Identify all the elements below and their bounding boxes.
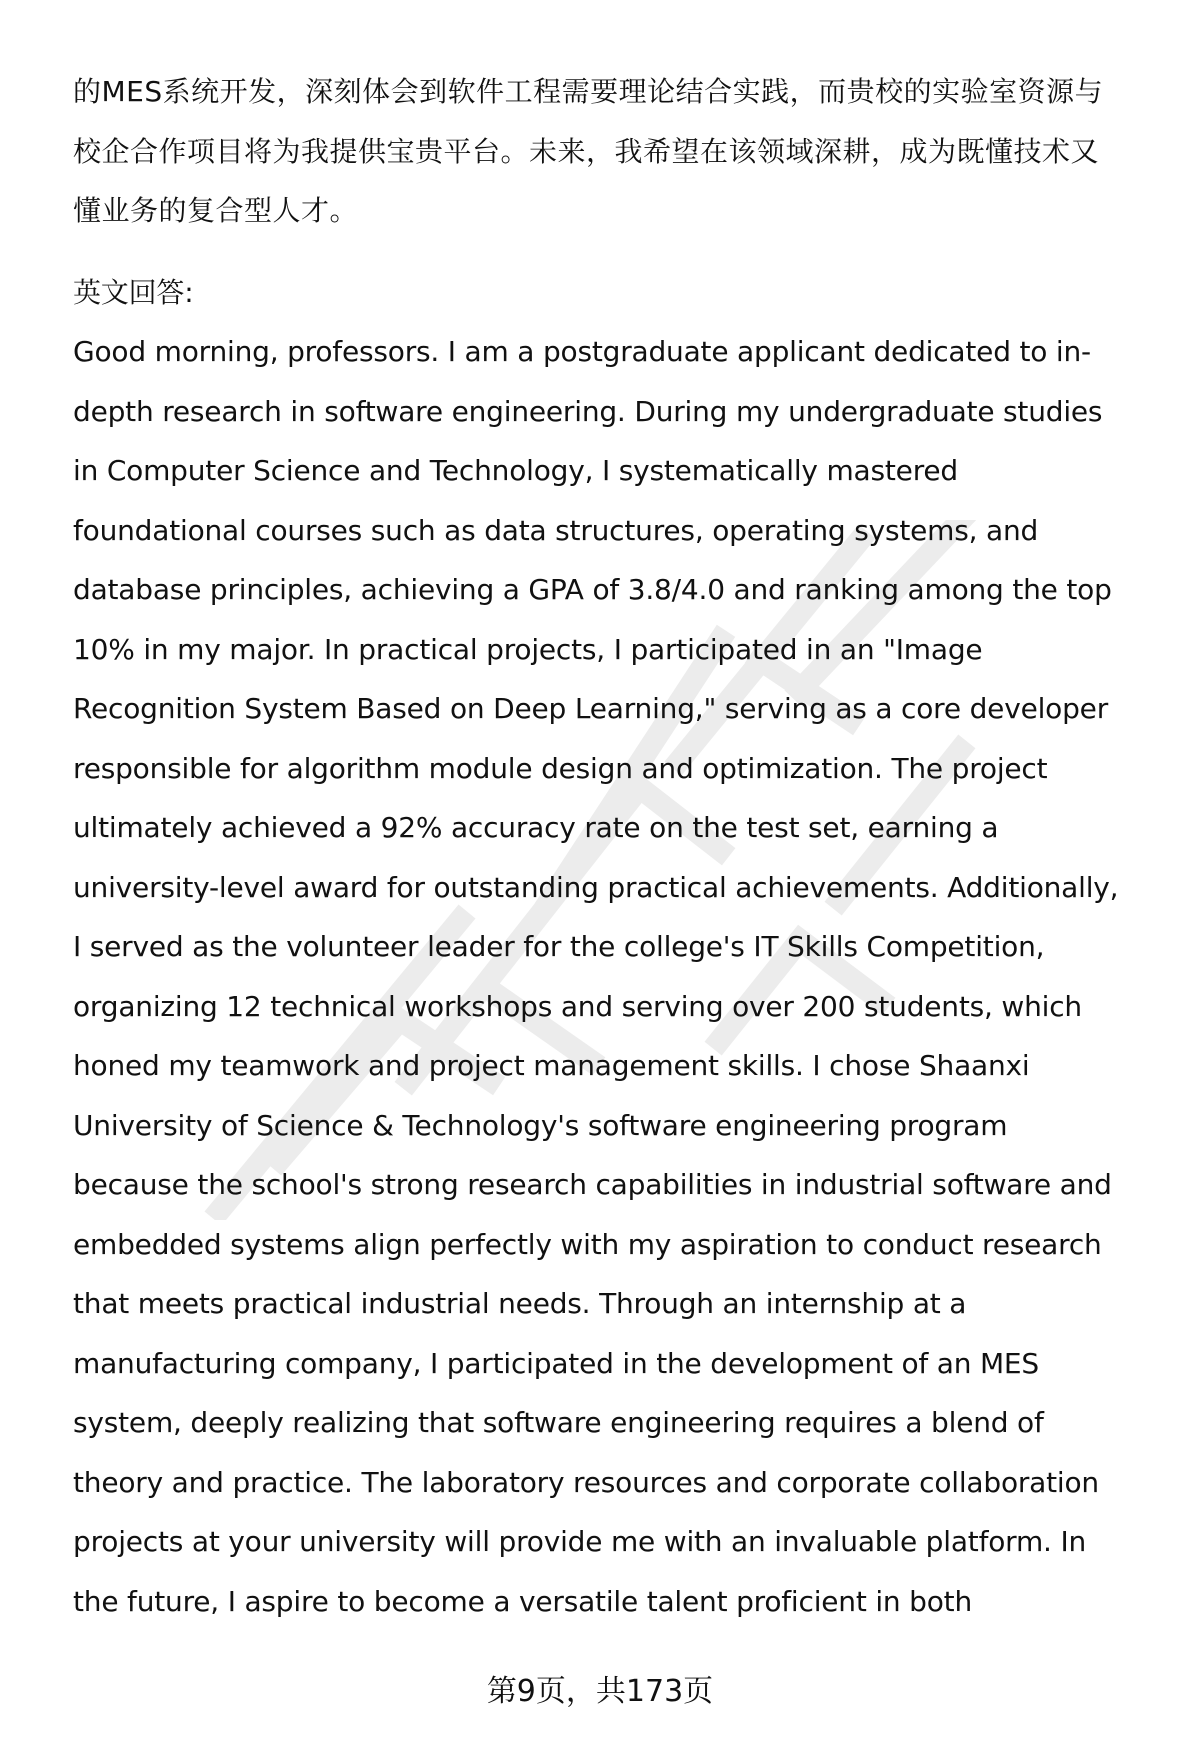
chinese-answer-line: 懂业务的复合型人才。 <box>73 194 359 227</box>
english-answer-line: Good morning, professors. I am a postgraduate applicant dedicated to in- <box>73 335 1091 368</box>
english-answer-line: University of Science & Technology's software engineering program <box>73 1108 1008 1142</box>
english-answer-line: depth research in software engineering. During my undergraduate studies <box>73 394 1103 428</box>
english-answer-line: organizing 12 technical workshops and serving over 200 students, which <box>73 989 1082 1023</box>
english-answer-line: embedded systems align perfectly with my aspiration to conduct research <box>73 1227 1102 1261</box>
chinese-answer-line: 校企合作项目将为我提供宝贵平台。未来，我希望在该领域深耕，成为既懂技术又 <box>73 134 1100 168</box>
english-answer-line: projects at your university will provide me with an invaluable platform. In <box>73 1525 1087 1558</box>
page-indicator: 第9页，共173页 <box>486 1674 714 1709</box>
english-answer-line: I served as the volunteer leader for the college's IT Skills Competition, <box>73 930 1045 963</box>
english-answer-line: ultimately achieved a 92% accuracy rate on the test set, earning a <box>73 811 999 844</box>
chinese-answer-line: 的MES系统开发，深刻体会到软件工程需要理论结合实践，而贵校的实验室资源与 <box>73 75 1104 108</box>
english-answer-line: the future, I aspire to become a versatile talent proficient in both <box>73 1584 972 1618</box>
english-answer-line: system, deeply realizing that software engineering requires a blend of <box>73 1406 1044 1439</box>
english-answer-line: because the school's strong research capabilities in industrial software and <box>73 1168 1112 1201</box>
english-answer-line: honed my teamwork and project management skills. I chose Shaanxi <box>73 1049 1030 1082</box>
english-answer-line: that meets practical industrial needs. Through an internship at a <box>73 1287 967 1320</box>
english-answer-line: database principles, achieving a GPA of 3.8/4.0 and ranking among the top <box>73 573 1112 606</box>
english-answer-line: manufacturing company, I participated in the development of an MES <box>73 1346 1039 1380</box>
english-answer-line: university-level award for outstanding practical achievements. Additionally, <box>73 870 1119 904</box>
document-body <box>73 62 1153 1631</box>
english-answer-label: 英文回答: <box>73 275 194 309</box>
english-answer-line: responsible for algorithm module design and optimization. The project <box>73 751 1048 785</box>
english-answer-line: 10% in my major. In practical projects, I participated in an "Image <box>73 632 983 666</box>
english-answer-line: in Computer Science and Technology, I systematically mastered <box>73 454 958 487</box>
english-answer-line: Recognition System Based on Deep Learning," serving as a core developer <box>73 692 1109 725</box>
english-answer-line: theory and practice. The laboratory resources and corporate collaboration <box>73 1465 1099 1499</box>
english-answer-line: foundational courses such as data structures, operating systems, and <box>73 513 1039 547</box>
